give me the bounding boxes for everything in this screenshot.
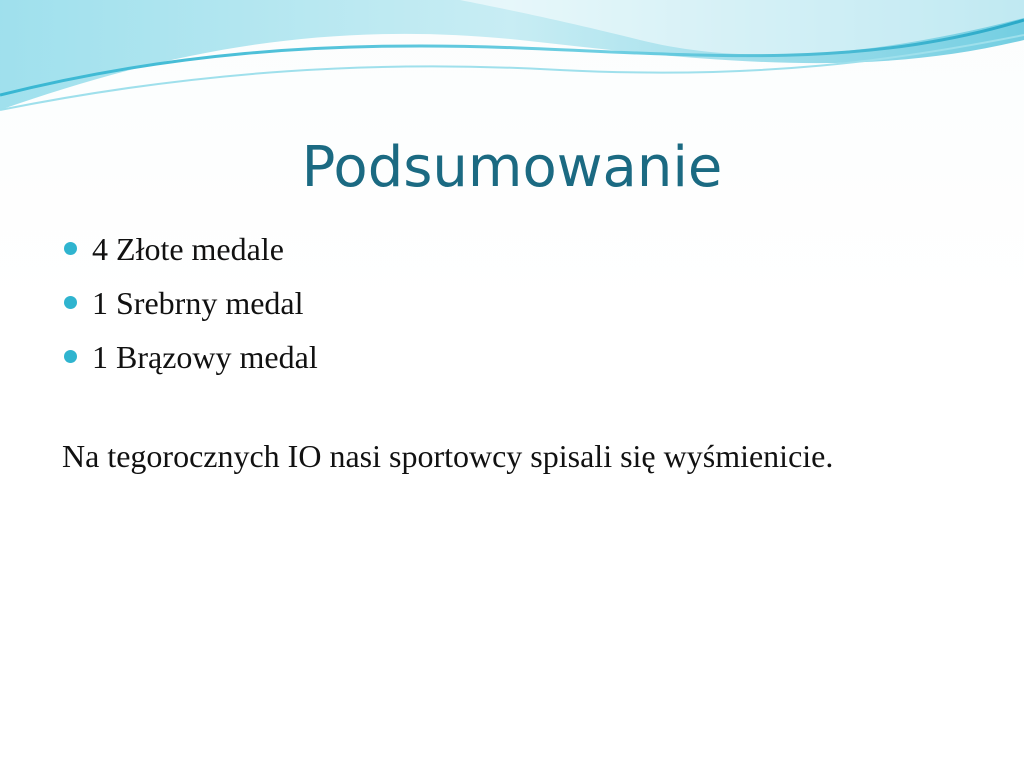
slide-title: Podsumowanie xyxy=(301,135,723,200)
bullet-item-bronze xyxy=(62,330,318,384)
bullet-dot-icon xyxy=(64,242,77,255)
bullet-item-gold xyxy=(62,222,318,276)
bullet-item-silver xyxy=(62,276,318,330)
header-wave-decoration xyxy=(0,0,1024,130)
bullet-dot-icon xyxy=(64,296,77,309)
bullet-dot-icon xyxy=(64,350,77,363)
bullet-text: 1 Brązowy medal xyxy=(92,339,318,375)
summary-paragraph: Na tegorocznych IO nasi sportowcy spisali się wyśmienicie. xyxy=(62,438,834,474)
bullet-list xyxy=(62,222,318,384)
bullet-text: 1 Srebrny medal xyxy=(92,285,304,321)
bullet-text: 4 Złote medale xyxy=(92,231,284,267)
